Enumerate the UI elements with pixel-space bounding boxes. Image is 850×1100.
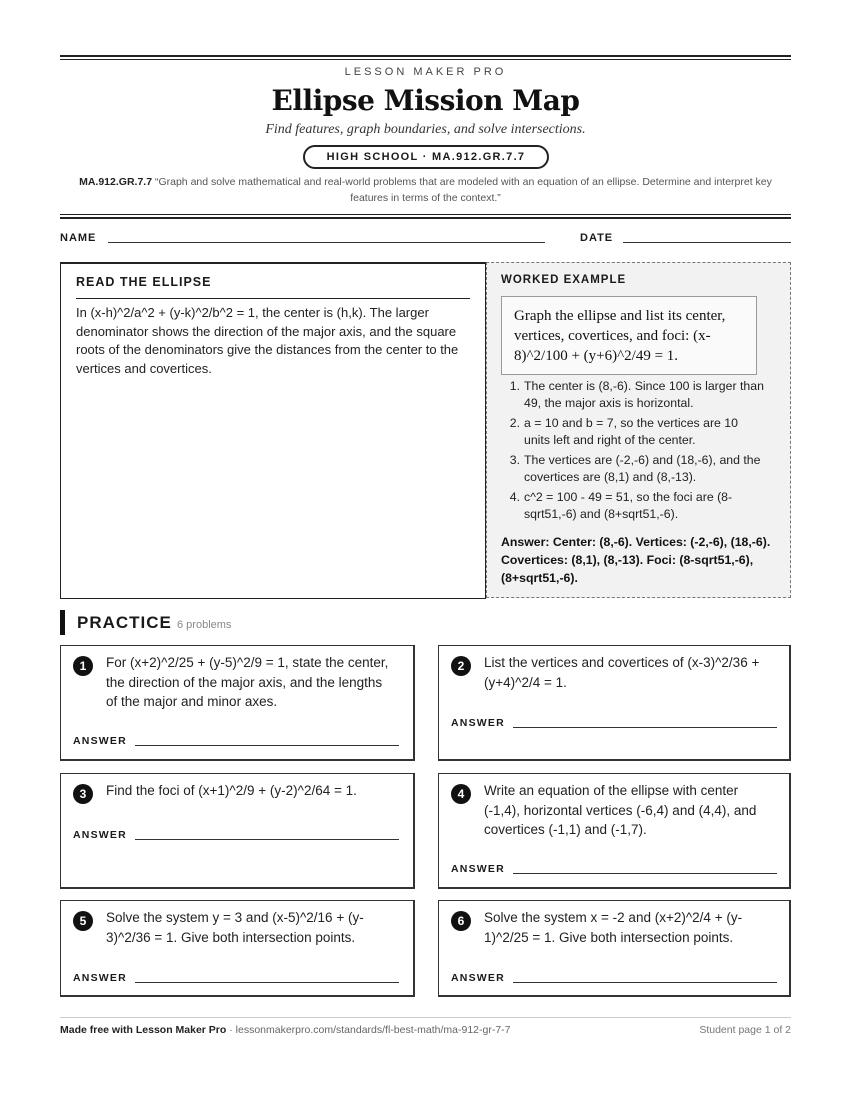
worked-steps [501, 378, 766, 526]
problem-card-6 [438, 900, 791, 997]
problem-card-4 [438, 773, 791, 889]
problem-card-2 [438, 645, 791, 761]
answer-label: ANSWER [73, 735, 127, 747]
problem-number: 5 [73, 911, 93, 931]
answer-label: ANSWER [73, 972, 127, 984]
brand-name: LESSON MAKER PRO [344, 66, 507, 78]
header-top-rule-thin [60, 59, 791, 60]
answer-field[interactable] [135, 839, 399, 840]
grade-standard-badge: HIGH SCHOOL · MA.912.GR.7.7 [303, 145, 549, 169]
footer-rule [60, 1017, 791, 1018]
problem-number: 1 [73, 656, 93, 676]
header-bottom-rule [60, 217, 791, 219]
footer-page-number: Student page 1 of 2 [699, 1024, 791, 1036]
problem-text: For (x+2)^2/25 + (y-5)^2/9 = 1, state the center, the direction of the major axis, and the lengths of the major and minor axes. [106, 655, 389, 710]
read-heading: READ THE ELLIPSE [76, 275, 212, 289]
answer-label: ANSWER [73, 829, 127, 841]
answer-label: ANSWER [451, 972, 505, 984]
worked-example-box [486, 262, 791, 598]
page-title: Ellipse Mission Map [271, 84, 580, 117]
footer-made-with: Made free with Lesson Maker Pro [60, 1024, 227, 1036]
practice-accent-bar [60, 610, 65, 635]
read-the-ellipse-box [60, 262, 486, 599]
practice-count: 6 problems [177, 619, 232, 631]
answer-field[interactable] [135, 745, 399, 746]
problem-text: Find the foci of (x+1)^2/9 + (y-2)^2/64 = 1. [106, 783, 357, 798]
answer-field[interactable] [513, 727, 777, 728]
problem-number: 2 [451, 656, 471, 676]
worked-step: 2. a = 10 and b = 7, so the vertices are 10 units left and right of the center. [509, 416, 738, 447]
problem-text: Solve the system x = -2 and (x+2)^2/4 + (y-1)^2/25 = 1. Give both intersection points. [484, 910, 743, 945]
problem-text: Solve the system y = 3 and (x-5)^2/16 + (y-3)^2/36 = 1. Give both intersection points. [106, 910, 364, 945]
read-heading-rule [76, 298, 470, 299]
worksheet-page [60, 0, 791, 1100]
worked-step: 3. The vertices are (-2,-6) and (18,-6), and the covertices are (8,1) and (8,-13). [509, 453, 761, 484]
worked-prompt: Graph the ellipse and list its center, vertices, covertices, and foci: (x-8)^2/100 + (y+6)^2/49 = 1. [501, 296, 757, 375]
standard-code: MA.912.GR.7.7 [79, 176, 153, 188]
header-bottom-rule-thin [60, 214, 791, 215]
answer-field[interactable] [513, 982, 777, 983]
worked-step: 1. The center is (8,-6). Since 100 is larger than 49, the major axis is horizontal. [509, 379, 764, 410]
standard-description [70, 174, 781, 206]
problem-card-3 [60, 773, 415, 889]
problem-card-1 [60, 645, 415, 761]
footer-credit [60, 1024, 511, 1036]
problem-text: Write an equation of the ellipse with center (-1,4), horizontal vertices (-6,4) and (4,4), and covertices (-1,1) and (-1,7). [484, 783, 757, 838]
worked-step: 4. c^2 = 100 - 49 = 51, so the foci are (8-sqrt51,-6) and (8+sqrt51,-6). [509, 490, 733, 521]
problem-text: List the vertices and covertices of (x-3)^2/36 + (y+4)^2/4 = 1. [484, 655, 760, 690]
page-subtitle: Find features, graph boundaries, and solve intersections. [265, 122, 586, 137]
date-field[interactable] [623, 242, 791, 243]
problem-card-5 [60, 900, 415, 997]
header-top-rule [60, 55, 791, 57]
problem-number: 6 [451, 911, 471, 931]
worked-answer: Answer: Center: (8,-6). Vertices: (-2,-6), (18,-6). Covertices: (8,1), (8,-13). Foci: (8-sqrt51,-6), (8+sqrt51,-6). [501, 535, 771, 585]
answer-field[interactable] [513, 873, 777, 874]
problem-number: 4 [451, 784, 471, 804]
read-body: In (x-h)^2/a^2 + (y-k)^2/b^2 = 1, the center is (h,k). The larger denominator shows the direction of the major axis, and the square roots of the denominators give the distances from the center to the vertices and covertices. [76, 305, 459, 376]
practice-heading: PRACTICE [77, 613, 172, 632]
worked-heading: WORKED EXAMPLE [501, 274, 627, 286]
name-label: NAME [60, 232, 97, 244]
problem-number: 3 [73, 784, 93, 804]
footer-url[interactable]: · lessonmakerpro.com/standards/fl-best-math/ma-912-gr-7-7 [226, 1024, 511, 1036]
answer-label: ANSWER [451, 717, 505, 729]
answer-label: ANSWER [451, 863, 505, 875]
date-label: DATE [580, 232, 614, 244]
standard-text: “Graph and solve mathematical and real-world problems that are modeled with an equation of an ellipse. Determine and interpret key features in terms of the context.” [154, 176, 772, 204]
answer-field[interactable] [135, 982, 399, 983]
name-field[interactable] [108, 242, 545, 243]
